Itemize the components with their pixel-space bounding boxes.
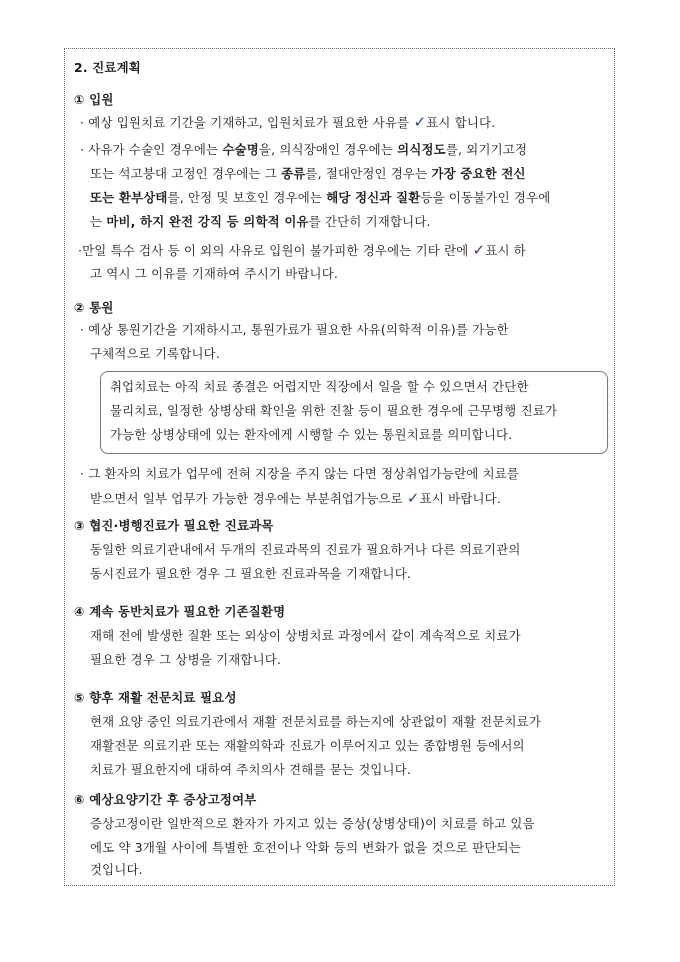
subsection-title-symptom-fixation: ⑥ 예상요양기간 후 증상고정여부 (74, 792, 257, 807)
existing-disease-line-2: 필요한 경우 그 상병을 기재합니다. (90, 652, 282, 667)
outpatient-bullet-2-line-1: · 그 환자의 치료가 업무에 전혀 지장을 주지 않는 다면 정상취업가능란에 치료를 (80, 466, 520, 481)
section-title: 2. 진료계획 (74, 60, 141, 75)
rehabilitation-line-3: 치료가 필요한지에 대하여 주치의사 견해를 묻는 것입니다. (90, 762, 412, 777)
rehabilitation-line-1: 현재 요양 중인 의료기관에서 재활 전문치료를 하는지에 상관없이 재활 전문치료가 (90, 714, 542, 729)
outpatient-bullet-2-line-2 (90, 490, 501, 507)
subsection-title-outpatient: ② 통원 (74, 300, 114, 315)
subsection-title-existing-disease: ④ 계속 동반치료가 필요한 기존질환명 (74, 604, 286, 619)
text: 를, 절대안정인 경우는 (305, 166, 432, 181)
bold-text: 수술명 (222, 142, 259, 157)
symptom-fixation-line-1: 증상고정이란 일반적으로 환자가 가지고 있는 증상(상병상태)이 치료를 하고 있음 (90, 816, 535, 831)
text: 등을 이동불가인 경우에 (420, 190, 551, 205)
existing-disease-line-1: 재해 전에 발생한 질환 또는 외상이 상병치료 과정에서 같이 계속적으로 치료가 (90, 628, 521, 643)
text: 를 간단히 기재합니다. (308, 214, 431, 229)
inpatient-bullet-3-line-1 (78, 242, 526, 259)
text: 를, 안정 및 보호인 경우에는 (167, 190, 327, 205)
rehabilitation-line-2: 재활전문 의료기관 또는 재활의학과 진료가 이루어지고 있는 종합병원 등에서의 (90, 738, 525, 753)
bold-text: 가장 중요한 전신 (431, 166, 526, 181)
check-mark-icon: ✓ (406, 489, 420, 507)
text: ·만일 특수 검사 등 이 외의 사유로 입원이 불가피한 경우에는 기타 란에 (78, 243, 473, 258)
inpatient-bullet-1 (80, 114, 495, 131)
note-box-line-2: 물리치료, 일정한 상병상태 확인을 위한 진찰 등이 필요한 경우에 근무병행 진료가 (110, 403, 558, 418)
symptom-fixation-line-2: 에도 약 3개월 사이에 특별한 호전이나 악화 등의 변화가 없을 것으로 판단되는 (90, 840, 521, 855)
text: 또는 석고붕대 고정인 경우에는 그 (90, 166, 282, 181)
inpatient-bullet-2-line-2 (90, 166, 526, 182)
outpatient-bullet-1-line-1: · 예상 통원기간을 기재하시고, 통원가료가 필요한 사유(의학적 이유)를 가능한 (80, 322, 509, 337)
cooperative-care-line-1: 동일한 의료기관내에서 두개의 진료과목의 진료가 필요하거나 다른 의료기관의 (90, 542, 521, 557)
check-mark-icon: ✓ (413, 113, 427, 131)
subsection-title-inpatient: ① 입원 (74, 92, 114, 107)
symptom-fixation-line-3: 것입니다. (90, 862, 143, 877)
inpatient-bullet-2-line-4 (90, 214, 431, 230)
outpatient-bullet-1-line-2: 구체적으로 기록합니다. (90, 346, 220, 361)
bold-text: 종류 (281, 166, 306, 181)
subsection-title-cooperative-care: ③ 협진·병행진료가 필요한 진료과목 (74, 518, 274, 533)
inpatient-bullet-3-line-2: 고 역시 그 이유를 기재하여 주시기 바랍니다. (90, 266, 339, 281)
note-box-line-3: 가능한 상병상태에 있는 환자에게 시행할 수 있는 통원치료를 의미합니다. (110, 427, 513, 442)
inpatient-bullet-2-line-3 (90, 190, 550, 206)
inpatient-bullet-2-line-1 (80, 142, 527, 158)
text: 는 (90, 214, 107, 229)
check-mark-icon: ✓ (472, 241, 486, 259)
cooperative-care-line-2: 동시진료가 필요한 경우 그 필요한 진료과목을 기재합니다. (90, 566, 412, 581)
subsection-title-rehabilitation: ⑤ 향후 재활 전문치료 필요성 (74, 690, 237, 705)
text: · 사유가 수술인 경우에는 (80, 142, 223, 157)
text: 을, 의식장애인 경우에는 (258, 142, 398, 157)
text: · 예상 입원치료 기간을 기재하고, 입원치료가 필요한 사유를 (80, 115, 414, 130)
bold-text: 마비, 하지 완전 강직 등 의학적 이유 (106, 214, 309, 229)
text: 표시 합니다. (426, 115, 496, 130)
text: 표시 하 (485, 243, 526, 258)
bold-text: 해당 정신과 질환 (326, 190, 421, 205)
bold-text: 의식정도 (397, 142, 446, 157)
note-box-line-1: 취업치료는 아직 치료 종결은 어렵지만 직장에서 일을 할 수 있으면서 간단한 (110, 379, 529, 394)
text: 표시 바랍니다. (419, 491, 501, 506)
bold-text: 또는 환부상태 (90, 190, 168, 205)
text: 받으면서 일부 업무가 가능한 경우에는 부분취업가능으로 (90, 491, 407, 506)
text: 를, 외기기고정 (445, 142, 528, 157)
